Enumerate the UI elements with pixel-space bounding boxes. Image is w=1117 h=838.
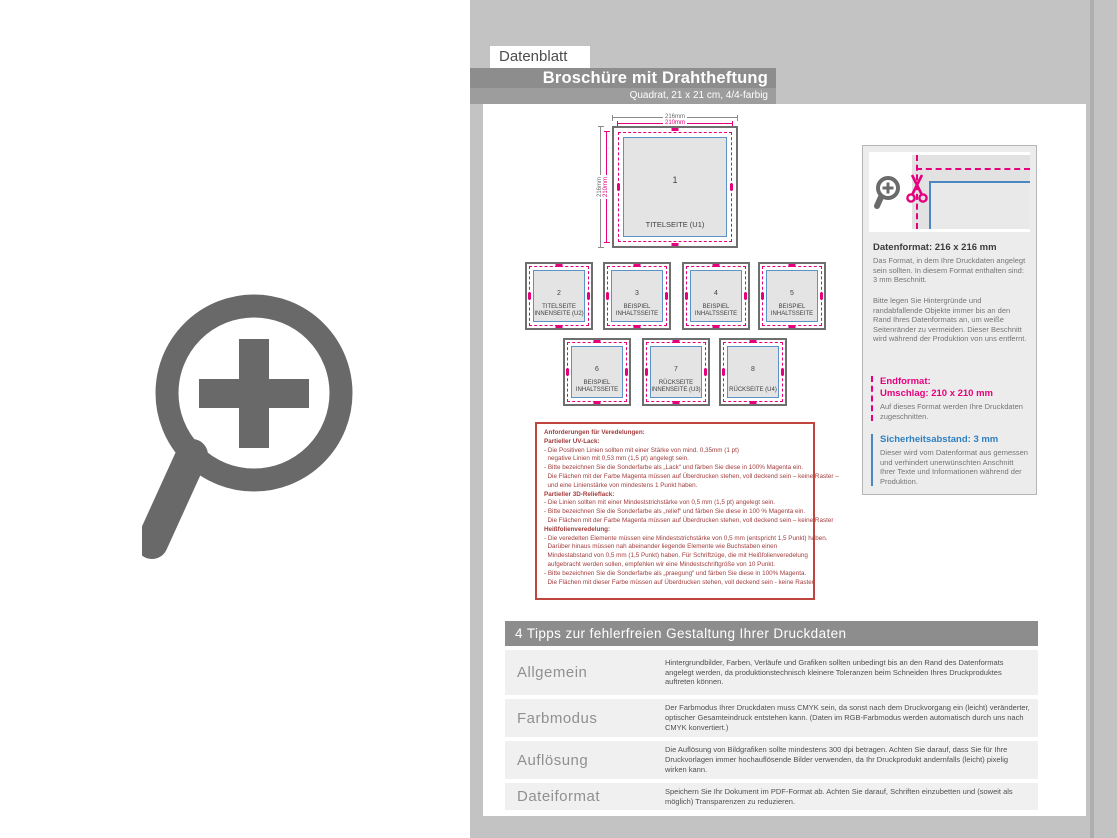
page-number: 1	[672, 175, 678, 186]
dimension-label: 210mm	[664, 120, 686, 126]
dimension-label: 216mm	[664, 114, 686, 120]
page-box-4	[682, 262, 750, 330]
page-label-line1: BEISPIEL	[623, 304, 651, 310]
page-box-cover	[612, 126, 738, 248]
tip-label: Farbmodus	[517, 709, 598, 727]
requirements-line: Heißfolienveredelung:	[544, 525, 611, 533]
page-box-6	[563, 338, 631, 406]
page-number: 5	[790, 290, 794, 297]
requirements-line: negative Linien mit 0,53 mm (1,5 pt) angelegt sein.	[544, 455, 689, 463]
page-label-line1: RÜCKSEITE	[658, 380, 694, 386]
safety-area	[690, 270, 742, 322]
page-label-line1: BEISPIEL	[702, 304, 730, 310]
page-label-line2: INNENSEITE (U3)	[651, 387, 701, 393]
requirements-line: Darüber hinaus müssen nah abeinander liegende Elemente wie Buchstaben einen	[544, 543, 778, 551]
datenformat-text-1: Das Format, in dem Ihre Druckdaten angelegt sein sollten. In diesem Format enthalten sind: 3 mm Beschnitt.	[873, 256, 1026, 285]
sicherheitsabstand-text: Dieser wird vom Datenformat aus gemessen und verhindert unerwünschten Anschnitt Ihrer Texte und Informationen während der Produktion.	[880, 448, 1028, 486]
requirements-line: - Die Positiven Linien sollten mit einer Stärke von mind. 0,35mm (1 pt)	[544, 446, 739, 454]
requirements-line: - Die veredelten Elemente müssen eine Mindeststrichstärke von 0,5 mm (entspricht 1,5 Punkt) haben.	[544, 534, 828, 542]
page-label-line2: INHALTSSEITE	[694, 311, 738, 317]
requirements-line: Anforderungen für Veredelungen:	[544, 429, 645, 436]
datenblatt-tab: Datenblatt	[490, 46, 590, 68]
page-label-line1: TITELSEITE	[542, 304, 576, 310]
dimension-label: 216mm	[597, 176, 603, 198]
scissors-icon	[905, 172, 929, 204]
dimension-left-outer	[597, 126, 603, 248]
safety-area	[766, 270, 818, 322]
requirements-line: und eine Linienstärke von mindestens 1 Punkt haben.	[544, 481, 698, 489]
zoom-in-icon	[872, 174, 908, 214]
page-label-line2: INHALTSSEITE	[575, 387, 619, 393]
tip-text: Speichern Sie Ihr Dokument im PDF-Format ab. Achten Sie darauf, Schriften einzubetten und (soweit als möglich) Transparenzen zu reduzieren.	[665, 786, 1013, 806]
dimension-left-inner	[603, 131, 609, 243]
page-label-line2: INNENSEITE (U2)	[534, 311, 584, 317]
requirements-line: Mindestabstand von 0,5 mm (1,5 Punkt) haben. Für Schriftzüge, die mit Heißfolienveredelung	[544, 552, 808, 560]
requirements-line: Die Flächen mit dieser Farbe müssen auf Überdrucken stehen, voll deckend sein - keine Raster	[544, 578, 814, 586]
page-label	[651, 380, 701, 394]
page-label	[534, 304, 584, 318]
tip-text: Die Auflösung von Bildgrafiken sollte mindestens 300 dpi betragen. Achten Sie darauf, dass Sie für Ihre Druckvorlagen immer hochauflösende Bilder verwenden, da Ihr Druckprodukt andernfalls (leicht) pixelig wirken kann.	[665, 745, 1009, 774]
requirements-line: - Bitte bezeichnen Sie die Sonderfarbe als „Lack“ und färben Sie diese in 100% Magenta ein.	[544, 464, 804, 472]
requirements-line: Die Flächen mit der Farbe Magenta müssen auf Überdrucken stehen, voll deckend sein – keine Raster	[544, 516, 834, 524]
page-number: 8	[751, 366, 755, 373]
requirements-box	[535, 422, 839, 600]
tip-row-aufloesung	[505, 741, 1038, 779]
requirements-line: - Die Linien sollten mit einer Mindeststrichstärke von 0,5 mm (1,5 pt) angelegt sein.	[544, 499, 775, 507]
page-label-line1: BEISPIEL	[778, 304, 806, 310]
requirements-line: Die Flächen mit der Farbe Magenta müssen auf Überdrucken stehen, voll deckend sein – keine Raster –	[544, 472, 839, 480]
page-label: TITELSEITE (U1)	[645, 220, 705, 229]
tip-row-farbmodus	[505, 699, 1038, 737]
safety-line-corner	[929, 181, 1030, 229]
requirements-line: - Bitte bezeichnen Sie die Sonderfarbe als „relief“ und färben Sie diese in 100 % Magenta ein.	[544, 508, 806, 516]
page-label-line2: INHALTSSEITE	[770, 311, 814, 317]
requirements-line: Partieller UV-Lack:	[544, 437, 600, 445]
endformat-text: Auf dieses Format werden Ihre Druckdaten zugeschnitten.	[880, 402, 1023, 421]
page-label	[572, 380, 622, 394]
requirements-line: - Bitte bezeichnen Sie die Sonderfarbe als „praegung“ und färben Sie diese in 100% Magenta.	[544, 569, 807, 577]
page-number: 2	[557, 290, 561, 297]
page-label	[612, 304, 662, 318]
corner-detail-thumbnail	[869, 152, 1030, 232]
safety-area	[611, 270, 663, 322]
tip-label: Auflösung	[517, 751, 589, 769]
safety-area	[571, 346, 623, 398]
page-number: 3	[635, 290, 639, 297]
page-label	[691, 304, 741, 318]
page-number: 6	[595, 366, 599, 373]
page-label-line1: RÜCKSEITE (U4)	[729, 387, 777, 393]
bleed-line-horizontal	[916, 168, 1030, 170]
zoom-plus-icon	[142, 288, 362, 560]
page-box-7	[642, 338, 710, 406]
tip-label: Dateiformat	[517, 788, 601, 805]
datenformat-title: Datenformat: 216 x 216 mm	[873, 242, 997, 253]
dimension-top-outer	[612, 114, 738, 120]
page-edge-shadow	[1090, 0, 1094, 838]
page-subtitle: Quadrat, 21 x 21 cm, 4/4-farbig	[470, 88, 776, 104]
page-label-line1: BEISPIEL	[583, 380, 611, 386]
tip-text: Hintergrundbilder, Farben, Verläufe und Grafiken sollten unbedingt bis an den Rand des Datenformats angelegt werden, da produktionstechnisch kleinere Toleranzen beim Schneiden Ihres Druckproduktes auftreten können.	[665, 657, 1004, 687]
tips-header: 4 Tipps zur fehlerfreien Gestaltung Ihrer Druckdaten	[505, 621, 1038, 646]
dimension-label: 210mm	[603, 176, 609, 198]
tip-row-allgemein	[505, 650, 1038, 695]
endformat-block	[871, 376, 1028, 421]
endformat-title-2: Umschlag: 210 x 210 mm	[880, 388, 994, 399]
page-label-line2: INHALTSSEITE	[615, 311, 659, 317]
endformat-title-1: Endformat:	[880, 376, 931, 387]
page-box-8	[719, 338, 787, 406]
page-title: Broschüre mit Drahtheftung	[470, 68, 776, 88]
tip-text: Der Farbmodus Ihrer Druckdaten muss CMYK sein, da sonst nach dem Druckvorgang ein (leicht) veränderter, optischer Gesamteindruck entstehen kann. (Daten im RGB-Farbmodus werden automatisch durch uns nach CMYK konvertiert.)	[665, 703, 1030, 732]
safety-area	[533, 270, 585, 322]
safety-area	[727, 346, 779, 398]
requirements-line: aufgebracht werden sollen, empfehlen wir eine Mindestschriftgröße von 10 Punkt.	[544, 560, 776, 568]
datasheet-page	[483, 104, 1086, 816]
page-label	[728, 387, 778, 394]
dimension-top-inner	[617, 120, 733, 126]
page-number: 7	[674, 366, 678, 373]
tips-section	[505, 621, 1038, 810]
page-box-3	[603, 262, 671, 330]
sicherheitsabstand-title: Sicherheitsabstand: 3 mm	[880, 434, 999, 445]
page-box-5	[758, 262, 826, 330]
tip-row-dateiformat	[505, 783, 1038, 810]
requirements-line: Partieller 3D-Relieflack:	[544, 490, 615, 498]
page-box-2	[525, 262, 593, 330]
page-corner-diagram	[912, 155, 1030, 229]
safety-area	[623, 137, 727, 237]
sicherheitsabstand-block	[871, 434, 1028, 486]
page-number: 4	[714, 290, 718, 297]
tip-label: Allgemein	[517, 664, 588, 681]
datenformat-text-2: Bitte legen Sie Hintergründe und randabfallende Objekte immer bis an den Rand Ihres Datenformats an, um weiße Seitenränder zu vermeiden. Dieser Beschnitt wird während der Produktion von uns entfernt.	[873, 296, 1027, 344]
datasheet-panel	[470, 0, 1117, 838]
safety-area	[650, 346, 702, 398]
format-info-box	[862, 145, 1037, 495]
page-label	[767, 304, 817, 318]
